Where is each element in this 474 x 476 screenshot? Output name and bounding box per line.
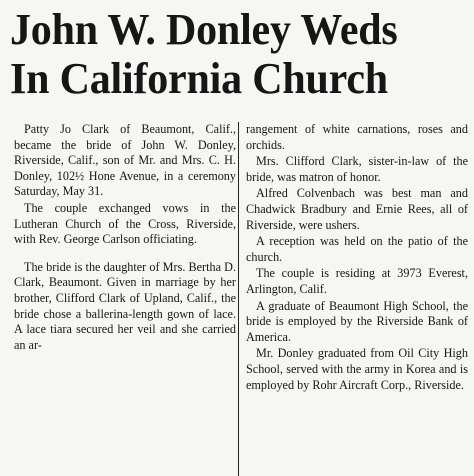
headline-line-2: In California Church [10, 55, 388, 104]
paragraph-groom-background: Mr. Donley graduated from Oil City High School, served with the army in Korea and is employed by Rohr Aircraft Corp., Riverside. [246, 346, 468, 392]
article-body [14, 122, 468, 393]
paragraph-intro: Patty Jo Clark of Beaumont, Calif., became the bride of John W. Donley, Riverside, Calif., son of Mr. and Mrs. C. H. Donley, 102½ Hone Avenue, in a ceremony Saturday, May 31. [14, 122, 236, 199]
left-column [14, 122, 236, 393]
paragraph-attendants: Alfred Colvenbach was best man and Chadwick Bradbury and Ernie Rees, all of Riverside, were ushers. [246, 186, 468, 232]
paragraph-ceremony: The couple exchanged vows in the Lutheran Church of the Cross, Riverside, with Rev. George Carlson officiating. [14, 200, 236, 247]
headline [10, 6, 464, 105]
paragraph-bride: The bride is the daughter of Mrs. Bertha D. Clark, Beaumont. Given in marriage by her brother, Clifford Clark of Upland, Calif., the bride chose a ballerina-length gown of lace. A lace tiara secured her veil and she carried an ar- [14, 259, 236, 352]
paragraph-bride-employment: A graduate of Beaumont High School, the bride is employed by the Riverside Bank of America. [246, 298, 468, 344]
paragraph-continued: rangement of white carnations, roses and orchids. [246, 122, 468, 152]
column-divider [238, 122, 239, 476]
headline-line-1: John W. Donley Weds [10, 6, 398, 55]
paragraph-reception: A reception was held on the patio of the church. [246, 234, 468, 264]
right-column [246, 122, 468, 393]
paragraph-residence: The couple is residing at 3973 Everest, Arlington, Calif. [246, 266, 468, 296]
paragraph-matron: Mrs. Clifford Clark, sister-in-law of the bride, was matron of honor. [246, 154, 468, 184]
